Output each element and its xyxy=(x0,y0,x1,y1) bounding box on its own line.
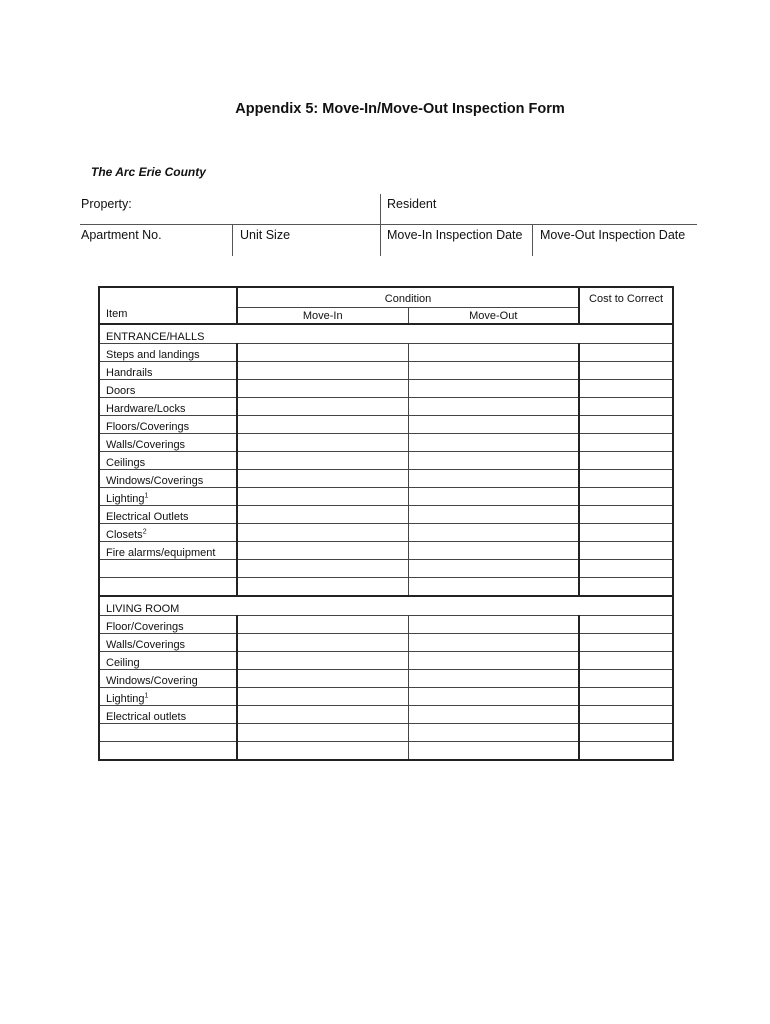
move-out-cell[interactable] xyxy=(408,488,579,506)
table-row xyxy=(99,524,673,542)
table-row xyxy=(99,688,673,706)
item-label-text: Floor/Coverings xyxy=(106,621,184,633)
table-row xyxy=(99,652,673,670)
footnote-marker: 2 xyxy=(142,528,147,536)
table-row xyxy=(99,578,673,597)
item-label-text: Lighting xyxy=(106,693,145,705)
item-label-text: Electrical Outlets xyxy=(106,511,189,523)
table-row xyxy=(99,506,673,524)
item-label xyxy=(99,398,237,416)
move-in-date-label: Move-In Inspection Date xyxy=(387,228,523,242)
item-label-text: Hardware/Locks xyxy=(106,403,186,415)
table-row xyxy=(99,742,673,761)
item-label-text: Windows/Covering xyxy=(106,675,198,687)
cost-cell[interactable] xyxy=(579,452,673,470)
table-row xyxy=(99,380,673,398)
table-row xyxy=(99,416,673,434)
move-out-cell[interactable] xyxy=(408,506,579,524)
move-in-cell[interactable] xyxy=(237,706,408,724)
cost-cell[interactable] xyxy=(579,380,673,398)
table-row xyxy=(99,616,673,634)
move-out-date-label: Move-Out Inspection Date xyxy=(540,228,686,242)
item-label-text: Doors xyxy=(106,385,136,397)
move-out-cell[interactable] xyxy=(408,542,579,560)
cost-cell[interactable] xyxy=(579,362,673,380)
table-row xyxy=(99,362,673,380)
cost-cell[interactable] xyxy=(579,506,673,524)
table-row xyxy=(99,670,673,688)
table-row xyxy=(99,706,673,724)
item-label xyxy=(99,652,237,670)
item-label xyxy=(99,362,237,380)
move-in-cell[interactable] xyxy=(237,652,408,670)
item-label-text: Ceilings xyxy=(106,457,146,469)
item-label xyxy=(99,380,237,398)
table-row xyxy=(99,542,673,560)
move-in-cell[interactable] xyxy=(237,380,408,398)
item-label xyxy=(99,452,237,470)
item-label xyxy=(99,542,237,560)
cost-cell[interactable] xyxy=(579,670,673,688)
apartment-number-label: Apartment No. xyxy=(81,228,162,242)
item-label xyxy=(99,434,237,452)
move-out-cell[interactable] xyxy=(408,578,579,597)
section-header: ENTRANCE/HALLS xyxy=(99,324,673,344)
move-in-cell[interactable] xyxy=(237,578,408,597)
move-in-cell[interactable] xyxy=(237,542,408,560)
move-out-cell[interactable] xyxy=(408,452,579,470)
cost-cell[interactable] xyxy=(579,616,673,634)
organization-name: The Arc Erie County xyxy=(91,165,206,179)
cost-cell[interactable] xyxy=(579,688,673,706)
cost-cell[interactable] xyxy=(579,434,673,452)
table-row xyxy=(99,452,673,470)
move-in-cell[interactable] xyxy=(237,470,408,488)
move-out-cell[interactable] xyxy=(408,634,579,652)
move-in-cell[interactable] xyxy=(237,488,408,506)
move-in-cell[interactable] xyxy=(237,398,408,416)
table-row xyxy=(99,344,673,362)
move-out-cell[interactable] xyxy=(408,560,579,578)
item-label-text: Walls/Coverings xyxy=(106,439,186,451)
move-out-cell[interactable] xyxy=(408,434,579,452)
table-row xyxy=(99,724,673,742)
table-row xyxy=(99,634,673,652)
item-label xyxy=(99,706,237,724)
item-label xyxy=(99,524,237,542)
item-label-text: Ceiling xyxy=(106,657,140,669)
cost-cell[interactable] xyxy=(579,724,673,742)
cost-cell[interactable] xyxy=(579,742,673,761)
move-out-cell[interactable] xyxy=(408,416,579,434)
move-in-cell[interactable] xyxy=(237,434,408,452)
move-out-cell[interactable] xyxy=(408,670,579,688)
move-out-cell[interactable] xyxy=(408,616,579,634)
move-in-cell[interactable] xyxy=(237,634,408,652)
item-column-header: Item xyxy=(99,287,237,324)
move-out-cell[interactable] xyxy=(408,362,579,380)
item-label xyxy=(99,634,237,652)
item-label xyxy=(99,416,237,434)
cost-cell[interactable] xyxy=(579,706,673,724)
header-divider xyxy=(80,224,697,225)
move-out-cell[interactable] xyxy=(408,742,579,761)
move-in-cell[interactable] xyxy=(237,724,408,742)
condition-column-header: Condition xyxy=(237,287,579,308)
cost-column-header: Cost to Correct xyxy=(579,287,673,324)
header-divider xyxy=(232,225,233,256)
move-out-cell[interactable] xyxy=(408,706,579,724)
cost-cell[interactable] xyxy=(579,652,673,670)
cost-cell[interactable] xyxy=(579,524,673,542)
move-out-cell[interactable] xyxy=(408,688,579,706)
table-row xyxy=(99,488,673,506)
cost-cell[interactable] xyxy=(579,542,673,560)
move-out-cell[interactable] xyxy=(408,652,579,670)
cost-cell[interactable] xyxy=(579,344,673,362)
item-label xyxy=(99,670,237,688)
cost-cell[interactable] xyxy=(579,488,673,506)
cost-cell[interactable] xyxy=(579,634,673,652)
item-label xyxy=(99,470,237,488)
item-label xyxy=(99,506,237,524)
cost-cell[interactable] xyxy=(579,416,673,434)
item-label xyxy=(99,688,237,706)
table-row xyxy=(99,434,673,452)
move-in-cell[interactable] xyxy=(237,560,408,578)
item-label xyxy=(99,724,237,742)
item-label xyxy=(99,616,237,634)
move-out-cell[interactable] xyxy=(408,398,579,416)
table-row xyxy=(99,470,673,488)
item-label xyxy=(99,560,237,578)
item-label xyxy=(99,742,237,761)
move-out-cell[interactable] xyxy=(408,724,579,742)
item-label-text: Fire alarms/equipment xyxy=(106,547,216,559)
item-label xyxy=(99,344,237,362)
item-label-text: Closets xyxy=(106,529,143,541)
move-in-cell[interactable] xyxy=(237,524,408,542)
cost-cell[interactable] xyxy=(579,470,673,488)
resident-label: Resident xyxy=(387,197,437,211)
property-label: Property: xyxy=(81,197,132,211)
move-out-cell[interactable] xyxy=(408,524,579,542)
move-out-cell[interactable] xyxy=(408,470,579,488)
table-row xyxy=(99,560,673,578)
item-label-text: Walls/Coverings xyxy=(106,639,186,651)
move-in-cell[interactable] xyxy=(237,742,408,761)
item-label-text: Floors/Coverings xyxy=(106,421,190,433)
move-in-cell[interactable] xyxy=(237,688,408,706)
header-divider xyxy=(532,225,533,256)
move-in-cell[interactable] xyxy=(237,416,408,434)
item-label-text: Handrails xyxy=(106,367,153,379)
item-label-text: Windows/Coverings xyxy=(106,475,204,487)
header-divider xyxy=(380,194,381,256)
item-label-text: Lighting xyxy=(106,493,145,505)
move-in-cell[interactable] xyxy=(237,362,408,380)
move-in-cell[interactable] xyxy=(237,616,408,634)
cost-cell[interactable] xyxy=(579,398,673,416)
unit-size-label: Unit Size xyxy=(240,228,291,242)
section-header: LIVING ROOM xyxy=(99,596,673,616)
footnote-marker: 1 xyxy=(144,692,149,700)
move-out-column-header: Move-Out xyxy=(408,308,579,325)
item-label xyxy=(99,578,237,597)
inspection-table xyxy=(98,286,674,761)
move-in-cell[interactable] xyxy=(237,452,408,470)
item-label-text: Steps and landings xyxy=(106,349,200,361)
cost-cell[interactable] xyxy=(579,578,673,597)
cost-cell[interactable] xyxy=(579,560,673,578)
page-title: Appendix 5: Move-In/Move-Out Inspection Form xyxy=(235,101,565,117)
move-in-column-header: Move-In xyxy=(237,308,408,325)
footnote-marker: 1 xyxy=(144,492,149,500)
move-out-cell[interactable] xyxy=(408,344,579,362)
move-in-cell[interactable] xyxy=(237,344,408,362)
item-label xyxy=(99,488,237,506)
move-in-cell[interactable] xyxy=(237,506,408,524)
item-label-text: Electrical outlets xyxy=(106,711,187,723)
table-row xyxy=(99,398,673,416)
move-out-cell[interactable] xyxy=(408,380,579,398)
move-in-cell[interactable] xyxy=(237,670,408,688)
